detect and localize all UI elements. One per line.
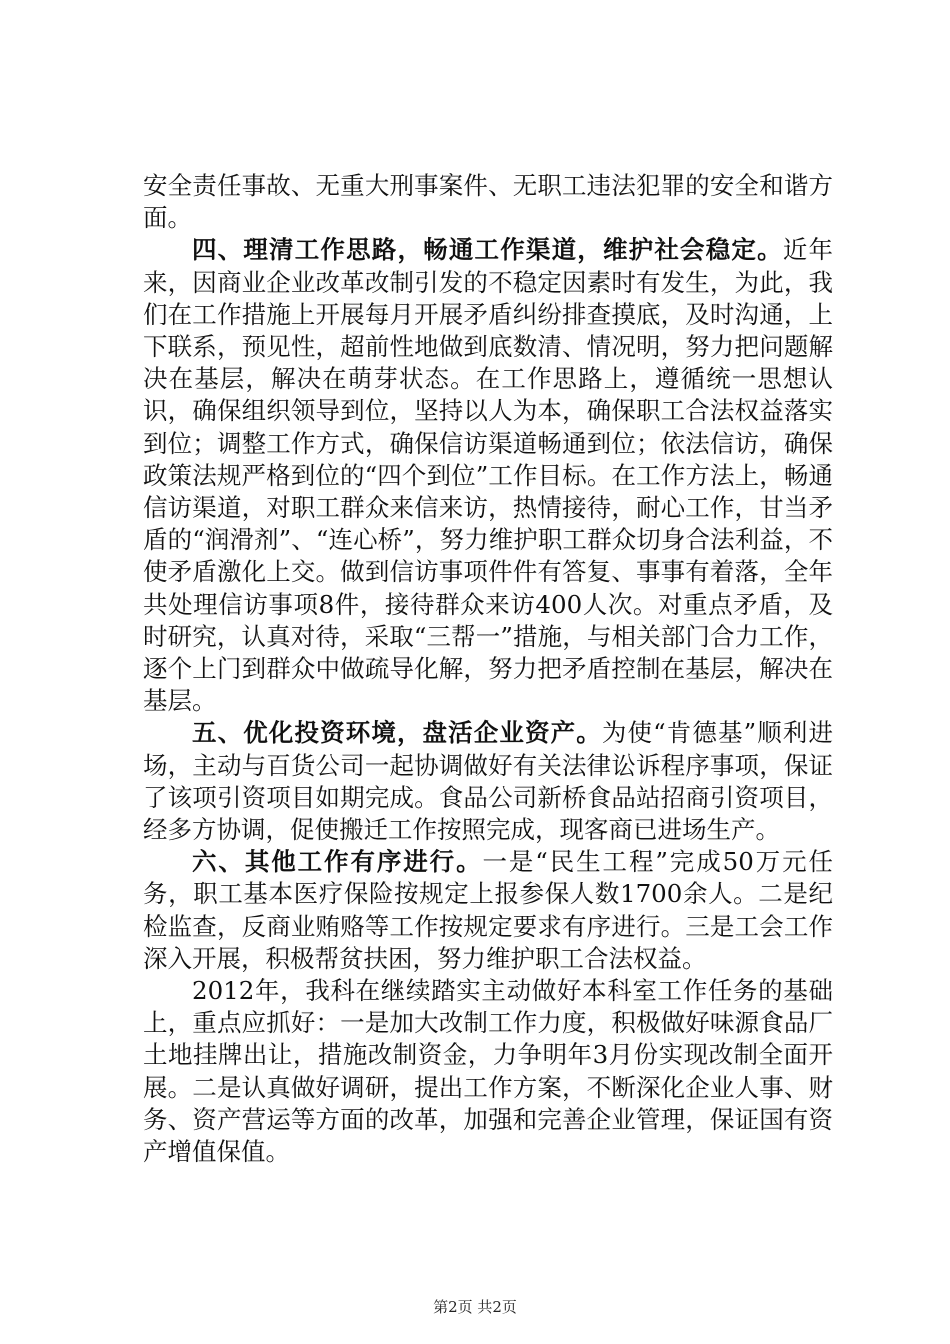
paragraph-section-4 (143, 234, 833, 717)
paragraph-plan-2012 (143, 975, 833, 1168)
document-body (143, 170, 833, 1168)
paragraph-text: 为使“肯德基”顺利进场，主动与百货公司一起协调做好有关法律讼诉程序事项，保证了该项引资项目如期完成。食品公司新桥食品站招商引资项目，经多方协调，促使搬迁工作按照完成，现客商已进场生产。 (143, 718, 833, 845)
paragraph-text: 2012年，我科在继续踏实主动做好本科室工作任务的基础上，重点应抓好：一是加大改制工作力度，积极做好味源食品厂土地挂牌出让，措施改制资金，力争明年3月份实现改制全面开展。二是认真做好调研，提出工作方案，不断深化企业人事、财务、资产营运等方面的改革，加强和完善企业管理，保证国有资产增值保值。 (143, 976, 833, 1167)
paragraph-text: 近年来，因商业企业改革改制引发的不稳定因素时有发生，为此，我们在工作措施上开展每月开展矛盾纠纷排查摸底，及时沟通，上下联系，预见性，超前性地做到底数清、情况明，努力把问题解决在基层，解决在萌芽状态。在工作思路上，遵循统一思想认识，确保组织领导到位，坚持以人为本，确保职工合法权益落实到位；调整工作方式，确保信访渠道畅通到位；依法信访，确保政策法规严格到位的“四个到位”工作目标。在工作方法上，畅通信访渠道，对职工群众来信来访，热情接待，耐心工作，甘当矛盾的“润滑剂”、“连心桥”，努力维护职工群众切身合法利益，不使矛盾激化上交。做到信访事项件件有答复、事事有着落，全年共处理信访事项8件，接待群众来访400人次。对重点矛盾，及时研究，认真对待，采取“三帮一”措施，与相关部门合力工作，逐个上门到群众中做疏导化解，努力把矛盾控制在基层，解决在基层。 (143, 235, 833, 716)
section-heading: 四、理清工作思路，畅通工作渠道，维护社会稳定。 (192, 235, 783, 265)
paragraph-section-6 (143, 846, 833, 975)
section-heading: 五、优化投资环境，盘活企业资产。 (192, 718, 602, 748)
paragraph-continuation (143, 170, 833, 234)
paragraph-section-5 (143, 717, 833, 846)
section-heading: 六、其他工作有序进行。 (192, 847, 483, 877)
paragraph-text: 一是“民生工程”完成50万元任务，职工基本医疗保险按规定上报参保人数1700余人。二是纪检监查，反商业贿赂等工作按规定要求有序进行。三是工会工作深入开展，积极帮贫扶困，努力维护职工合法权益。 (143, 847, 833, 973)
paragraph-text: 安全责任事故、无重大刑事案件、无职工违法犯罪的安全和谐方面。 (143, 171, 833, 233)
page-footer: 第2页 共2页 (433, 1298, 517, 1316)
